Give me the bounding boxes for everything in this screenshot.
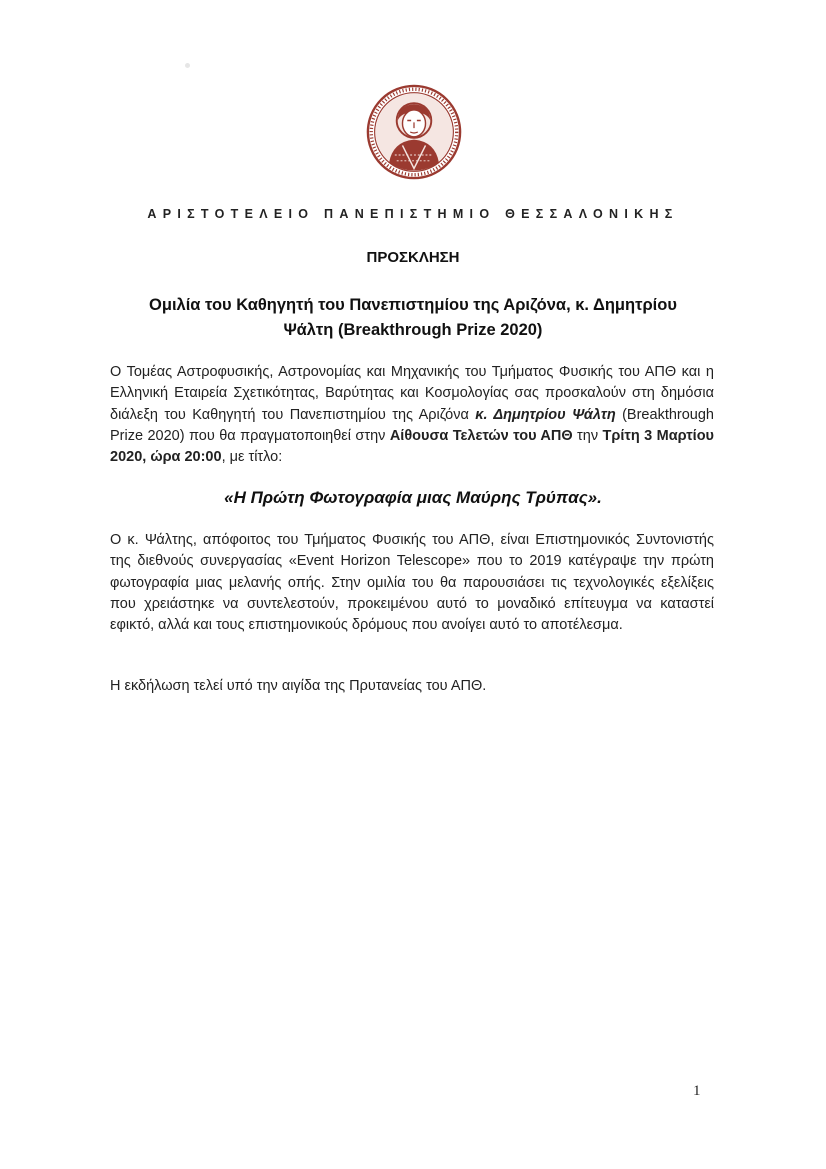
subtitle-line-1: Ομιλία του Καθηγητή του Πανεπιστημίου της Αριζόνα, κ. Δημητρίου (149, 296, 677, 314)
subtitle-line-2: Ψάλτη (Breakthrough Prize 2020) (283, 321, 543, 339)
speaker-name: κ. Δημητρίου Ψάλτη (475, 406, 616, 423)
invitation-paragraph (110, 362, 714, 468)
talk-title: «Η Πρώτη Φωτογραφία μιας Μαύρης Τρύπας». (224, 488, 602, 507)
lecture-subtitle (110, 293, 716, 343)
speaker-bio-paragraph: Ο κ. Ψάλτης, απόφοιτος του Τμήματος Φυσικής του ΑΠΘ, είναι Επιστημονικός Συντονιστής της διεθνούς συνεργασίας «Event Horizon Telescope» που το 2019 κατέγραψε την πρώτη φωτογραφία μιας μελανής οπής. Στην ομιλία του θα παρουσιάσει τις τεχνολογικές εξελίξεις που χρειάστηκε να συντελεστούν, προκειμένου αυτό το μοναδικό επίτευγμα να καταστεί εφικτό, αλλά και τους επιστημονικούς δρόμους που ανοίγει αυτό το αποτέλεσμα. (110, 532, 714, 634)
paragraph1-text-d: , με τίτλο: (221, 449, 283, 466)
auspices-paragraph: Η εκδήλωση τελεί υπό την αιγίδα της Πρυτανείας του ΑΠΘ. (110, 678, 487, 694)
university-name: ΑΡΙΣΤΟΤΕΛΕΙΟ ΠΑΝΕΠΙΣΤΗΜΙΟ ΘΕΣΣΑΛΟΝΙΚΗΣ (147, 207, 679, 221)
scan-speck (185, 63, 190, 68)
event-datetime: Τρίτη 3 Μαρτίου 2020, ώρα 20:00 (110, 427, 714, 466)
aristotle-seal-icon (366, 84, 462, 180)
venue: Αίθουσα Τελετών του ΑΠΘ (389, 427, 573, 444)
invitation-heading: ΠΡΟΣΚΛΗΣΗ (366, 249, 460, 266)
paragraph1-text-a: Ο Τομέας Αστροφυσικής, Αστρονομίας και Μηχανικής του Τμήματος Φυσικής του ΑΠΘ και η Ελληνική Εταιρεία Σχετικότητας, Βαρύτητας και Κοσμολογίας σας προσκαλούν στη δημόσια διάλεξη του Καθηγητή του Πανεπιστημίου της Αριζόνα (110, 364, 714, 423)
page-number: 1 (693, 1083, 701, 1099)
paragraph1-text-c: την (572, 427, 603, 444)
paragraph1-text-b: (Breakthrough Prize 2020) που θα πραγματοποιηθεί στην (110, 406, 714, 444)
